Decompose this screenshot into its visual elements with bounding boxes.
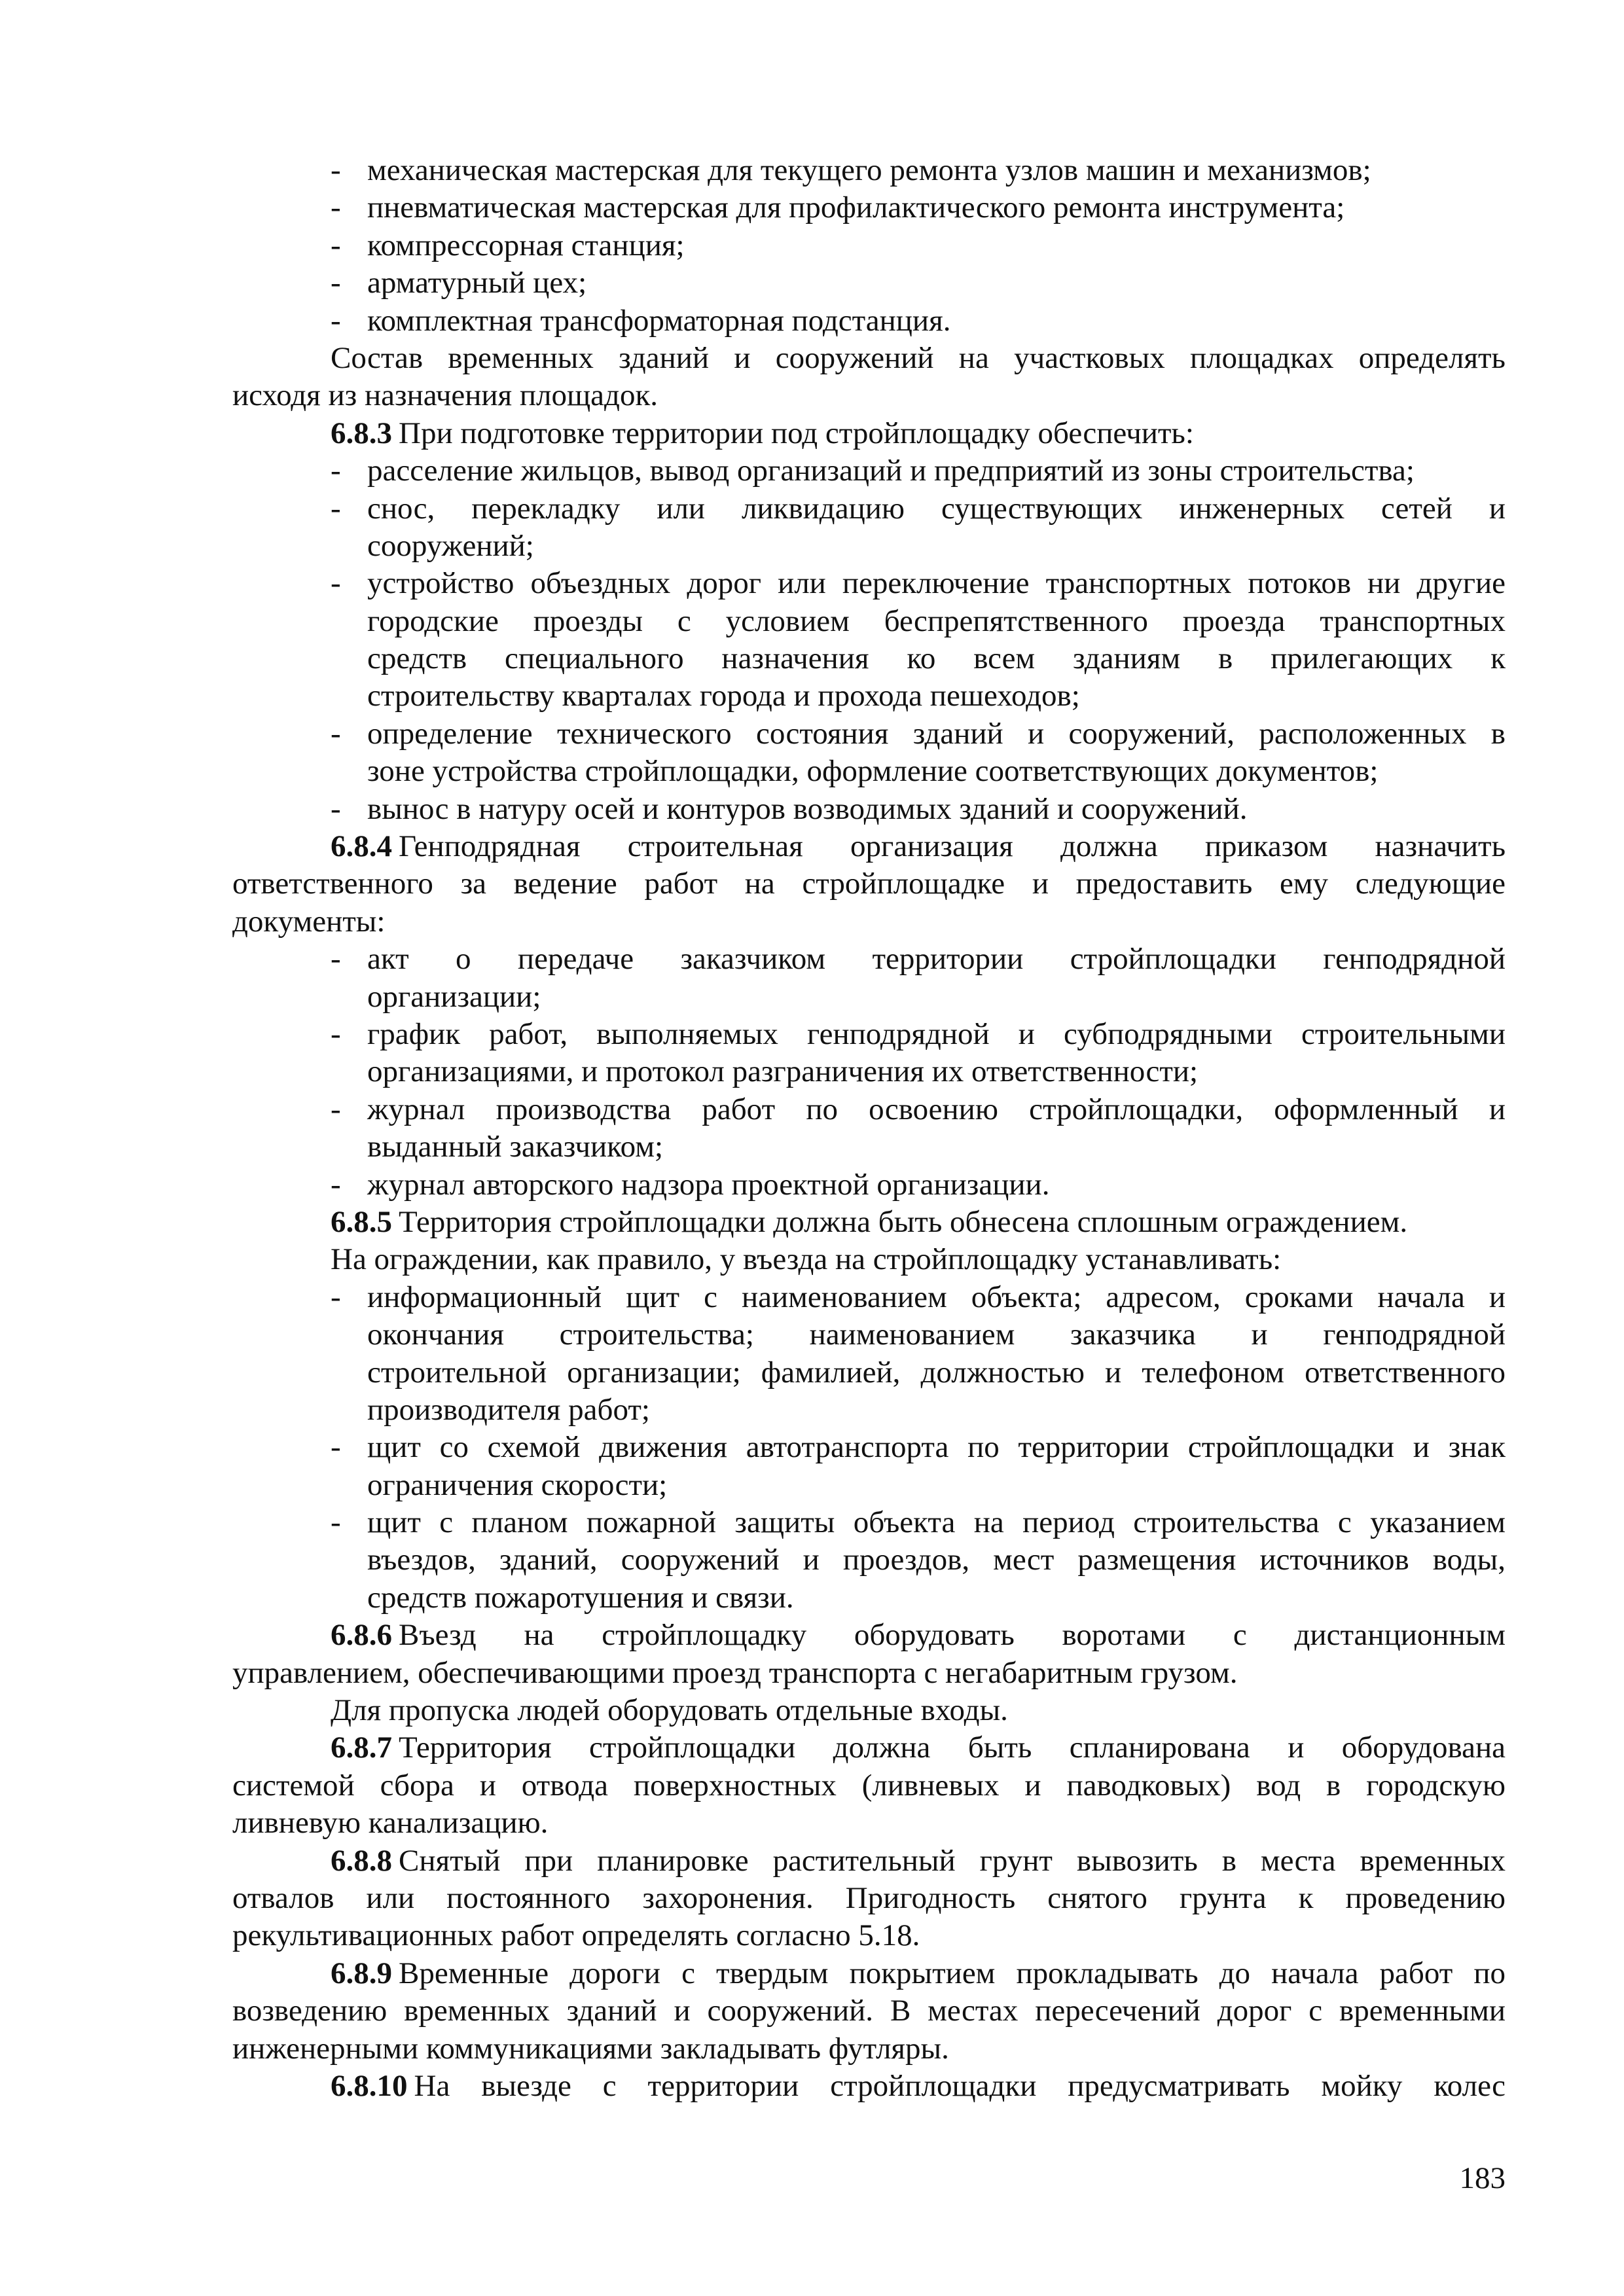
list-item bbox=[232, 565, 1506, 602]
list-item bbox=[232, 1091, 1506, 1128]
clause-text: Территория стройплощадки должна быть спланирована и оборудована bbox=[399, 1731, 1506, 1765]
clause-number: 6.8.7 bbox=[331, 1731, 392, 1765]
page-number: 183 bbox=[1459, 2161, 1506, 2195]
list-item-continuation: выданный заказчиком; bbox=[367, 1130, 664, 1164]
bullet-dash: - bbox=[331, 228, 341, 262]
clause-line bbox=[232, 828, 1506, 865]
bullet-dash: - bbox=[331, 266, 341, 300]
paragraph-line: На ограждении, как правило, у въезда на стройплощадку устанавливать: bbox=[331, 1242, 1282, 1277]
bullet-dash: - bbox=[331, 303, 341, 338]
bullet-dash: - bbox=[331, 716, 341, 751]
list-item-continuation: производителя работ; bbox=[367, 1392, 650, 1427]
list-item-continuation: средств пожаротушения и связи. bbox=[367, 1580, 794, 1615]
clause-number: 6.8.3 bbox=[331, 416, 392, 450]
list-item bbox=[232, 715, 1506, 753]
clause-number: 6.8.10 bbox=[331, 2068, 408, 2103]
paragraph-line: Состав временных зданий и сооружений на участковых площадках определять bbox=[331, 340, 1506, 375]
list-item bbox=[232, 452, 1506, 490]
clause-text: Въезд на стройплощадку оборудовать воротами с дистанционным bbox=[399, 1618, 1506, 1653]
document-body bbox=[232, 152, 1506, 2105]
list-item bbox=[232, 1429, 1506, 1466]
bullet-dash: - bbox=[331, 942, 341, 977]
list-item-continuation: организациями, и протокол разграничения их ответственности; bbox=[367, 1054, 1199, 1089]
list-item bbox=[232, 152, 1506, 189]
list-item bbox=[232, 791, 1506, 828]
list-item-text: щит с планом пожарной защиты объекта на период строительства с указанием bbox=[367, 1505, 1506, 1540]
bullet-dash: - bbox=[331, 1092, 341, 1126]
bullet-dash: - bbox=[331, 454, 341, 488]
list-item-text: арматурный цех; bbox=[367, 266, 587, 300]
clause-line bbox=[232, 2068, 1506, 2105]
paragraph-line: документы: bbox=[232, 904, 386, 939]
paragraph-line: рекультивационных работ определять согласно 5.18. bbox=[232, 1918, 920, 1953]
clause-number: 6.8.5 bbox=[331, 1204, 392, 1239]
list-item-text: комплектная трансформаторная подстанция. bbox=[367, 303, 951, 338]
clause-number: 6.8.8 bbox=[331, 1843, 392, 1878]
clause-line bbox=[232, 1729, 1506, 1767]
list-item-text: механическая мастерская для текущего ремонта узлов машин и механизмов; bbox=[367, 153, 1371, 187]
clause-line bbox=[232, 415, 1506, 452]
clause-number: 6.8.4 bbox=[331, 829, 392, 864]
clause-line bbox=[232, 1842, 1506, 1880]
list-item-continuation: сооружений; bbox=[367, 528, 534, 563]
list-item-text: устройство объездных дорог или переключение транспортных потоков ни другие bbox=[367, 566, 1506, 601]
list-item-text: определение технического состояния зданий и сооружений, расположенных в bbox=[367, 716, 1506, 751]
list-item-continuation: организации; bbox=[367, 979, 541, 1014]
list-item bbox=[232, 1166, 1506, 1204]
clause-text: Снятый при планировке растительный грунт вывозить в места временных bbox=[399, 1843, 1506, 1878]
list-item-text: информационный щит с наименованием объекта; адресом, сроками начала и bbox=[367, 1280, 1506, 1314]
list-item-continuation: строительной организации; фамилией, должностью и телефоном ответственного bbox=[367, 1355, 1506, 1390]
bullet-dash: - bbox=[331, 1430, 341, 1465]
list-item-text: вынос в натуру осей и контуров возводимых зданий и сооружений. bbox=[367, 791, 1248, 826]
paragraph-line: ливневую канализацию. bbox=[232, 1806, 549, 1840]
clause-text: Временные дороги с твердым покрытием прокладывать до начала работ по bbox=[399, 1956, 1506, 1990]
clause-line bbox=[232, 1955, 1506, 1992]
list-item-continuation: городские проезды с условием беспрепятственного проезда транспортных bbox=[367, 603, 1506, 638]
bullet-dash: - bbox=[331, 1167, 341, 1202]
bullet-dash: - bbox=[331, 491, 341, 526]
list-item-text: щит со схемой движения автотранспорта по территории стройплощадки и знак bbox=[367, 1430, 1506, 1465]
clause-text: На выезде с территории стройплощадки предусматривать мойку колес bbox=[414, 2068, 1506, 2103]
list-item-text: акт о передаче заказчиком территории стройплощадки генподрядной bbox=[367, 942, 1506, 977]
bullet-dash: - bbox=[331, 791, 341, 826]
clause-line bbox=[232, 1617, 1506, 1654]
list-item bbox=[232, 302, 1506, 340]
list-item-continuation: зоне устройства стройплощадки, оформление соответствующих документов; bbox=[367, 754, 1379, 789]
list-item bbox=[232, 264, 1506, 302]
list-item-text: расселение жильцов, вывод организаций и предприятий из зоны строительства; bbox=[367, 454, 1415, 488]
list-item-continuation: окончания строительства; наименованием заказчика и генподрядной bbox=[367, 1318, 1506, 1352]
clause-text: Генподрядная строительная организация должна приказом назначить bbox=[399, 829, 1506, 864]
paragraph-line: управлением, обеспечивающими проезд транспорта с негабаритным грузом. bbox=[232, 1655, 1238, 1690]
list-item bbox=[232, 490, 1506, 528]
list-item-text: журнал производства работ по освоению стройплощадки, оформленный и bbox=[367, 1092, 1506, 1126]
list-item-text: пневматическая мастерская для профилактического ремонта инструмента; bbox=[367, 190, 1345, 225]
paragraph-line: инженерными коммуникациями закладывать футляры. bbox=[232, 2031, 949, 2066]
list-item-text: график работ, выполняемых генподрядной и субподрядными строительными bbox=[367, 1016, 1506, 1051]
list-item bbox=[232, 189, 1506, 226]
list-item bbox=[232, 1016, 1506, 1053]
paragraph-line: исходя из назначения площадок. bbox=[232, 378, 659, 413]
list-item-continuation: средств специального назначения ко всем зданиям в прилегающих к bbox=[367, 641, 1506, 676]
paragraph-line: отвалов или постоянного захоронения. Пригодность снятого грунта к проведению bbox=[232, 1880, 1506, 1915]
paragraph-line: Для пропуска людей оборудовать отдельные входы. bbox=[331, 1693, 1008, 1728]
clause-line bbox=[232, 1204, 1506, 1241]
clause-text: При подготовке территории под стройплощадку обеспечить: bbox=[399, 416, 1194, 450]
paragraph-line: системой сбора и отвода поверхностных (ливневых и паводковых) вод в городскую bbox=[232, 1768, 1506, 1803]
list-item-continuation: въездов, зданий, сооружений и проездов, мест размещения источников воды, bbox=[367, 1543, 1506, 1577]
list-item-text: снос, перекладку или ликвидацию существующих инженерных сетей и bbox=[367, 491, 1506, 526]
clause-number: 6.8.6 bbox=[331, 1618, 392, 1653]
list-item bbox=[232, 227, 1506, 264]
bullet-dash: - bbox=[331, 153, 341, 187]
list-item bbox=[232, 941, 1506, 978]
list-item-continuation: строительству кварталах города и прохода пешеходов; bbox=[367, 679, 1080, 713]
bullet-dash: - bbox=[331, 190, 341, 225]
list-item bbox=[232, 1279, 1506, 1316]
paragraph-line: возведению временных зданий и сооружений. В местах пересечений дорог с временными bbox=[232, 1994, 1506, 2028]
list-item-continuation: ограничения скорости; bbox=[367, 1467, 668, 1502]
list-item-text: компрессорная станция; bbox=[367, 228, 685, 262]
clause-number: 6.8.9 bbox=[331, 1956, 392, 1990]
paragraph-line: ответственного за ведение работ на стройплощадке и предоставить ему следующие bbox=[232, 867, 1506, 901]
bullet-dash: - bbox=[331, 1505, 341, 1540]
clause-text: Территория стройплощадки должна быть обнесена сплошным ограждением. bbox=[399, 1204, 1408, 1239]
bullet-dash: - bbox=[331, 1280, 341, 1314]
bullet-dash: - bbox=[331, 1016, 341, 1051]
list-item bbox=[232, 1504, 1506, 1541]
bullet-dash: - bbox=[331, 566, 341, 601]
list-item-text: журнал авторского надзора проектной организации. bbox=[367, 1167, 1050, 1202]
